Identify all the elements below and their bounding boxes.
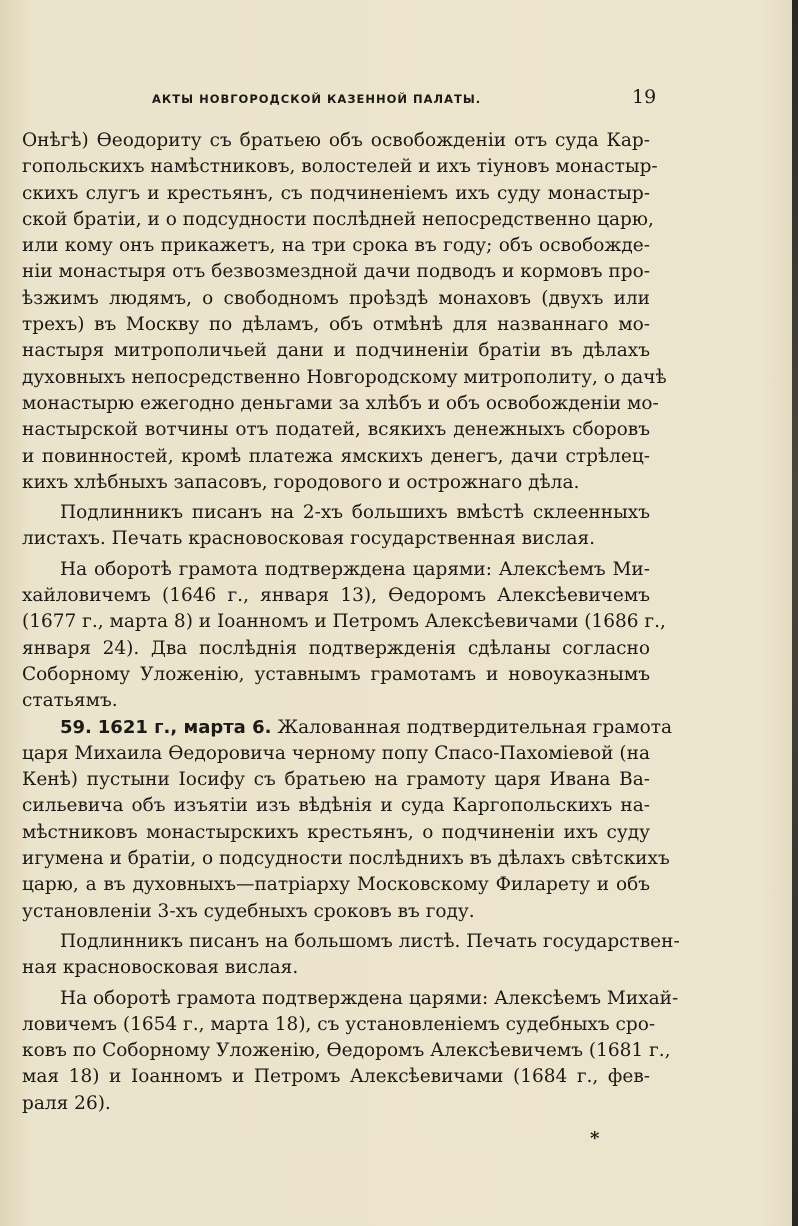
text-line: настырской вотчины отъ податей, всякихъ денежныхъ сборовъ — [22, 419, 650, 441]
book-edge — [792, 0, 798, 1226]
text-line: царя Михаила Ѳедоровича черному попу Спасо-Пахоміевой (на — [22, 742, 650, 764]
paragraph-confirmations — [22, 557, 666, 715]
page-number: 19 — [632, 86, 657, 108]
text-line: трехъ) въ Москву по дѣламъ, объ отмѣнѣ для названнаго мо- — [22, 314, 650, 336]
text-line: скихъ слугъ и крестьянъ, съ подчиненіемъ ихъ суду монастыр- — [22, 182, 650, 204]
text-line: и повинностей, кромѣ платежа ямскихъ денегъ, дачи стрѣлец- — [22, 445, 650, 467]
text-line: Кенѣ) пустыни Іосифу съ братьею на грамоту царя Ивана Ва- — [22, 769, 650, 791]
text-line: (1677 г., марта 8) и Іоанномъ и Петромъ Алексѣевичами (1686 г., — [22, 611, 666, 633]
text-line: игумена и братіи, о подсудности послѣднихъ въ дѣлахъ свѣтскихъ — [22, 848, 670, 870]
text-line: На оборотѣ грамота подтверждена царями: Алексѣемъ Ми- — [60, 558, 650, 580]
text-line: На оборотѣ грамота подтверждена царями: Алексѣемъ Михай- — [60, 987, 679, 1009]
paragraph-original-description-2 — [22, 929, 680, 982]
text-line: духовныхъ непосредственно Новгородскому митрополиту, о дачѣ — [22, 366, 667, 388]
text-line: гопольскихъ намѣстниковъ, волостелей и ихъ тіуновъ монастыр- — [22, 156, 658, 178]
text-line: Соборному Уложенію, уставнымъ грамотамъ и новоуказнымъ — [22, 663, 650, 685]
page-body — [22, 128, 680, 1117]
text-line: царю, а въ духовныхъ—патріарху Московскому Филарету и объ — [22, 874, 650, 896]
text-line: монастырю ежегодно деньгами за хлѣбъ и объ освобожденіи мо- — [22, 392, 659, 414]
entry-number: 59. — [60, 716, 92, 738]
text-line: мая 18) и Іоанномъ и Петромъ Алексѣевичами (1684 г., фев- — [22, 1066, 650, 1088]
text-line: ная красновосковая вислая. — [22, 957, 299, 979]
text-line: листахъ. Печать красновосковая государственная вислая. — [22, 528, 596, 550]
text-line: настыря митрополичьей дани и подчиненіи братіи въ дѣлахъ — [22, 340, 650, 362]
paragraph-original-description — [22, 500, 650, 553]
footer-asterisk: * — [590, 1128, 600, 1149]
text-line: ѣзжимъ людямъ, о свободномъ проѣздѣ монаховъ (двухъ или — [22, 287, 650, 309]
text-line: статьямъ. — [22, 690, 118, 712]
entry-59 — [22, 715, 673, 925]
running-header: АКТЫ НОВГОРОДСКОЙ КАЗЕННОЙ ПАЛАТЫ. — [152, 92, 482, 106]
entry-heading-line — [22, 715, 673, 741]
text-line: сильевича объ изъятіи изъ вѣдѣнія и суда Каргопольскихъ на- — [22, 795, 650, 817]
text-line: ловичемъ (1654 г., марта 18), съ установленіемъ судебныхъ сро- — [22, 1013, 656, 1035]
text-line: или кому онъ прикажетъ, на три срока въ году; объ освобожде- — [22, 235, 650, 257]
text-line: Подлинникъ писанъ на большомъ листѣ. Печать государствен- — [60, 930, 680, 952]
paragraph-confirmations-2 — [22, 986, 679, 1117]
text-line: ской братіи, и о подсудности послѣдней непосредственно царю, — [22, 208, 654, 230]
entry-title-start: Жалованная подтвердительная грамота — [277, 716, 673, 738]
text-line: установленіи 3-хъ судебныхъ сроковъ въ году. — [22, 900, 475, 922]
text-line: ковъ по Соборному Уложенію, Ѳедоромъ Алексѣевичемъ (1681 г., — [22, 1040, 671, 1062]
text-line: Подлинникъ писанъ на 2-хъ большихъ вмѣстѣ склеенныхъ — [60, 502, 650, 524]
paragraph-grant-summary — [22, 128, 667, 496]
text-line: ніи монастыря отъ безвозмездной дачи подводъ и кормовъ про- — [22, 261, 650, 283]
text-line: хайловичемъ (1646 г., января 13), Ѳедоромъ Алексѣевичемъ — [22, 585, 650, 607]
text-line: января 24). Два послѣднія подтвержденія сдѣланы согласно — [22, 637, 650, 659]
text-line: раля 26). — [22, 1092, 111, 1114]
text-line: Онѣгѣ) Ѳеодориту съ братьею объ освобожденіи отъ суда Кар- — [22, 130, 650, 151]
text-line: мѣстниковъ монастырскихъ крестьянъ, о подчиненіи ихъ суду — [22, 821, 650, 843]
text-line: кихъ хлѣбныхъ запасовъ, городового и острожнаго дѣла. — [22, 471, 580, 493]
entry-date: 1621 г., марта 6. — [97, 716, 272, 738]
